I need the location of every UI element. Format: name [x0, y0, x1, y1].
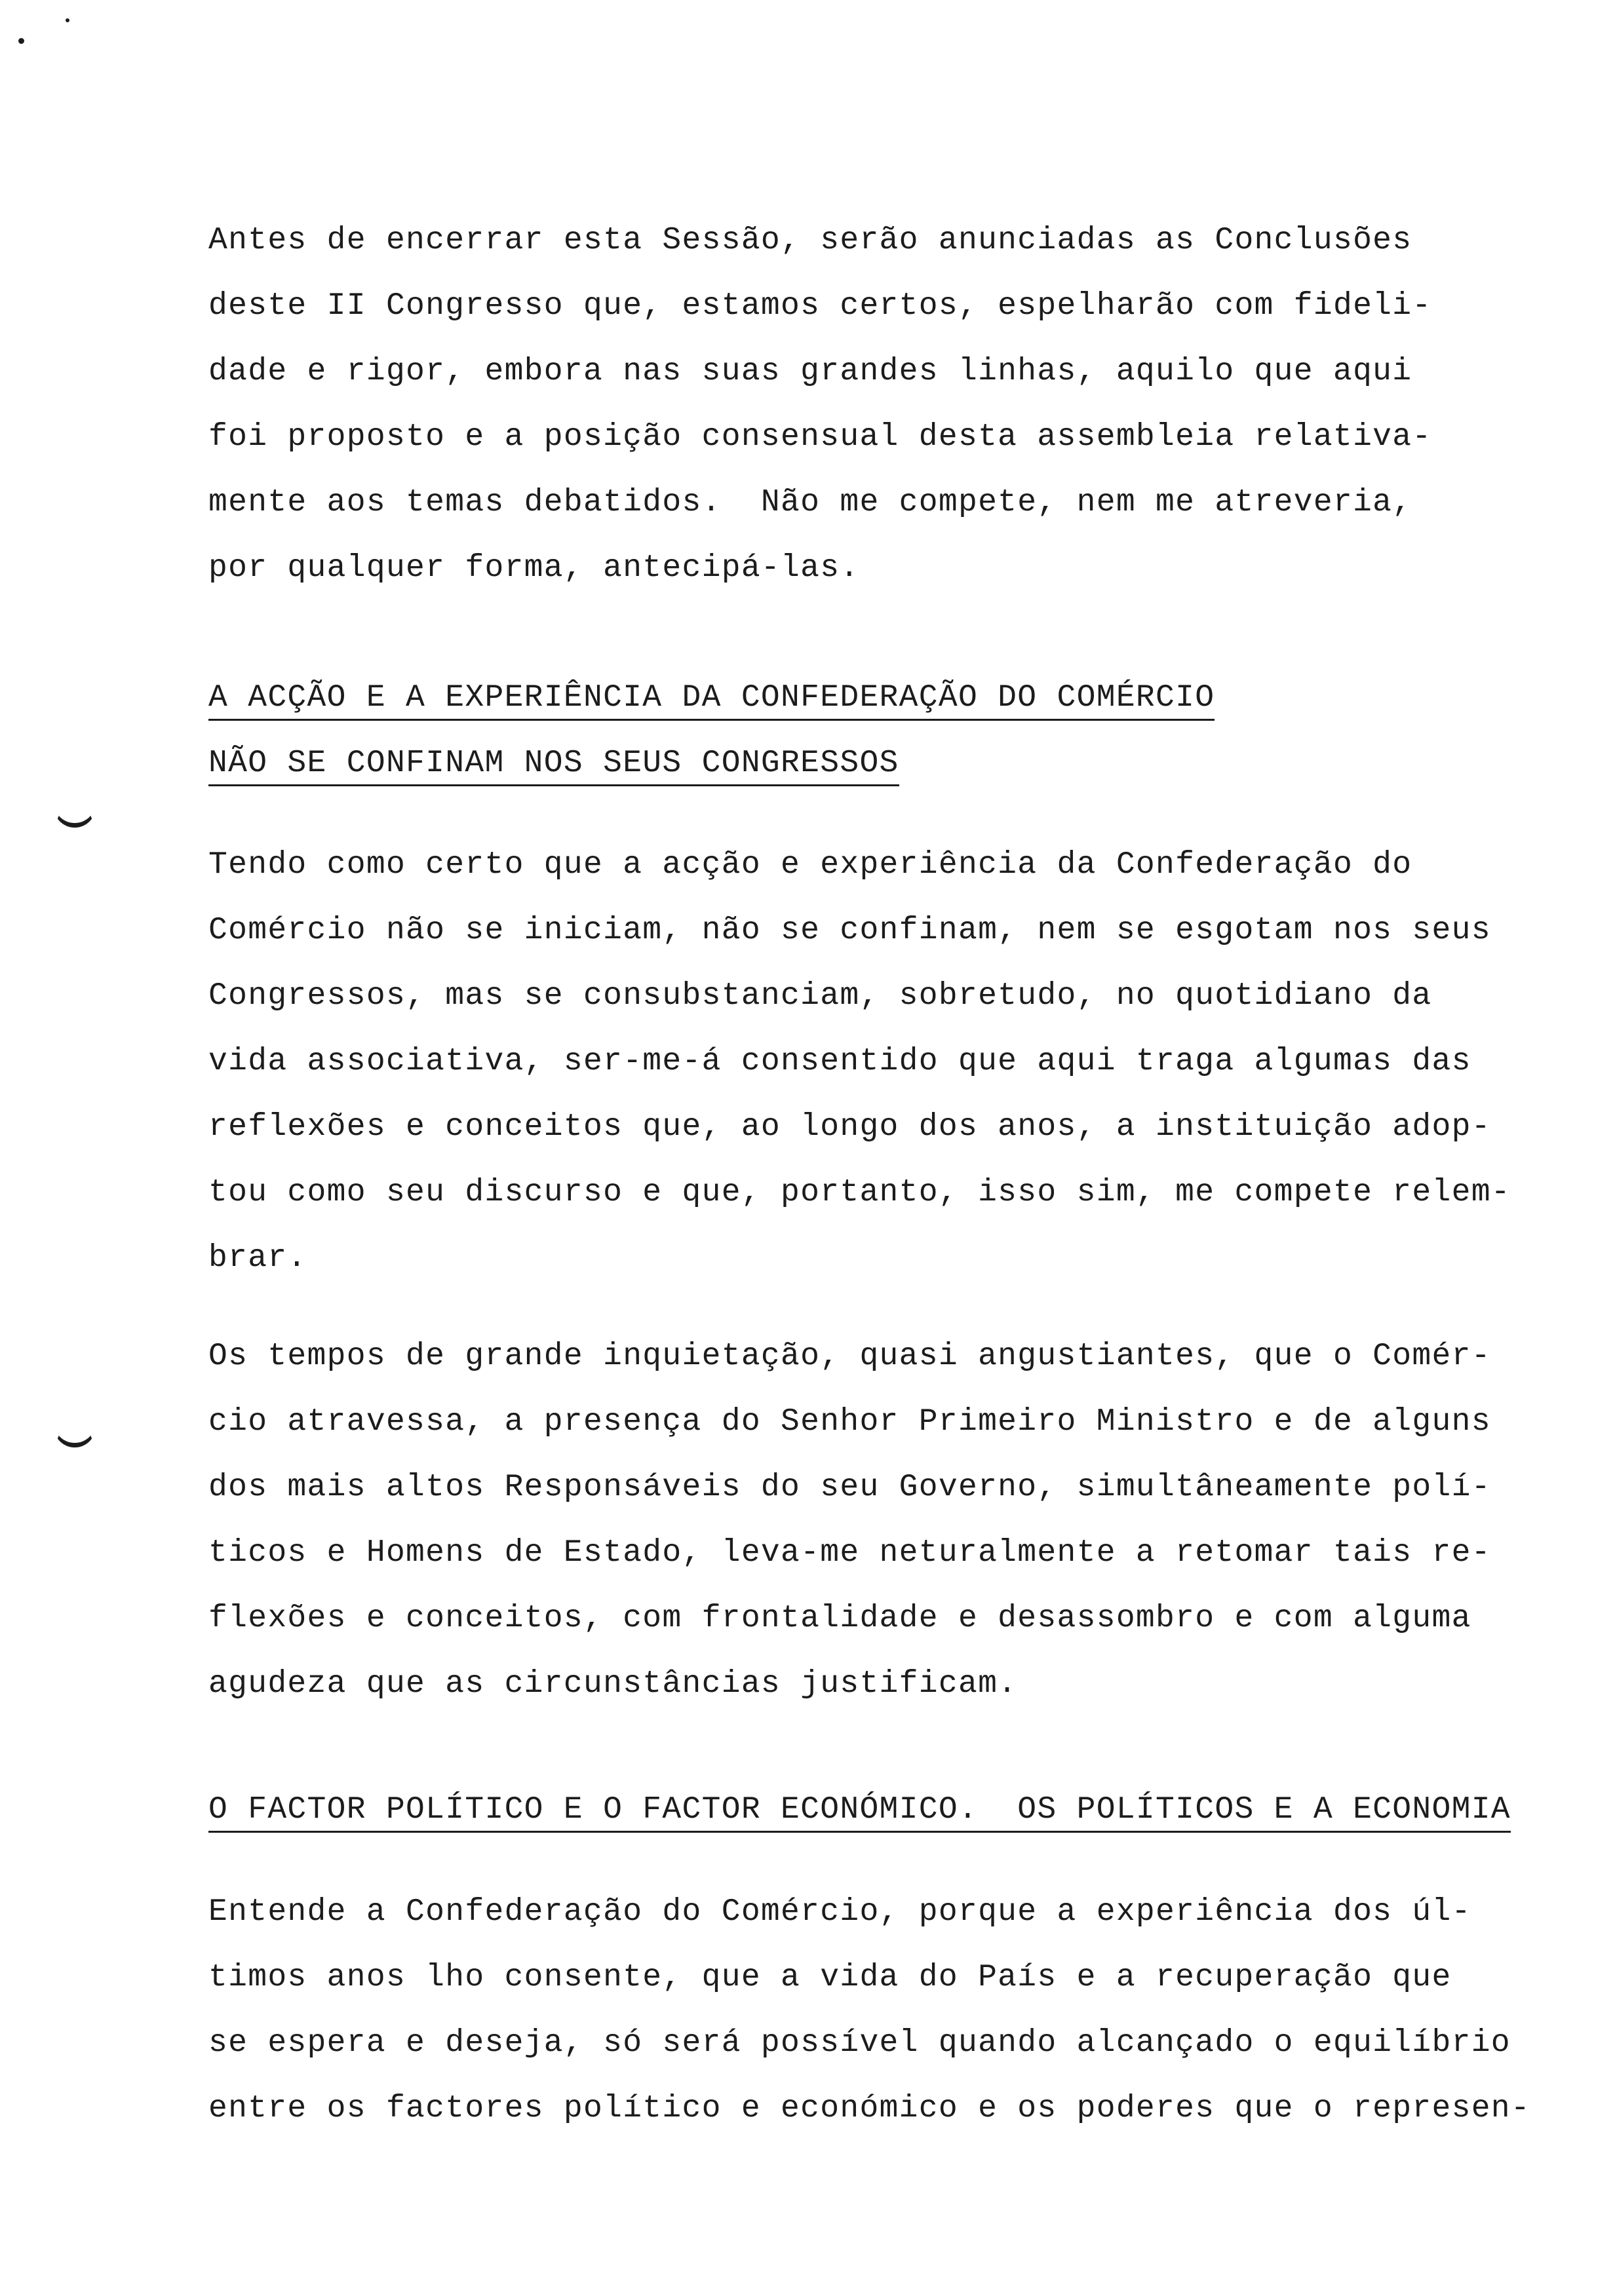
paragraph-2-line-5: reflexões e conceitos que, ao longo dos anos, a instituição adop- [208, 1109, 1491, 1145]
paragraph-1-line-3: dade e rigor, embora nas suas grandes linhas, aquilo que aqui [208, 354, 1412, 389]
margin-check-mark [54, 1421, 96, 1447]
paragraph-1-line-6: por qualquer forma, antecipá-las. [208, 550, 860, 586]
paragraph-1-line-4: foi proposto e a posição consensual desta assembleia relativa- [208, 419, 1432, 455]
paragraph-3-line-2: cio atravessa, a presença do Senhor Primeiro Ministro e de alguns [208, 1404, 1491, 1440]
paragraph-2-line-3: Congressos, mas se consubstanciam, sobretudo, no quotidiano da [208, 978, 1432, 1014]
paragraph-3-line-3: dos mais altos Responsáveis do seu Governo, simultâneamente polí- [208, 1470, 1491, 1505]
paragraph-3-line-1: Os tempos de grande inquietação, quasi angustiantes, que o Comér- [208, 1339, 1491, 1374]
paragraph-4-line-4: entre os factores político e económico e os poderes que o represen- [208, 2091, 1531, 2126]
scan-speck [66, 18, 69, 22]
paragraph-4-line-2: timos anos lho consente, que a vida do País e a recuperação que [208, 1960, 1452, 1995]
paragraph-2-line-6: tou como seu discurso e que, portanto, isso sim, me compete relem- [208, 1175, 1511, 1210]
paragraph-1-line-2: deste II Congresso que, estamos certos, espelharão com fideli- [208, 288, 1432, 324]
section-heading-1-line-2: NÃO SE CONFINAM NOS SEUS CONGRESSOS [208, 744, 899, 786]
paragraph-2-line-4: vida associativa, ser-me-á consentido que aqui traga algumas das [208, 1044, 1471, 1079]
paragraph-4-line-1: Entende a Confederação do Comércio, porque a experiência dos úl- [208, 1894, 1471, 1930]
margin-check-mark [54, 801, 96, 828]
section-heading-1-line-1: A ACÇÃO E A EXPERIÊNCIA DA CONFEDERAÇÃO DO COMÉRCIO [208, 678, 1215, 721]
paragraph-1-line-1: Antes de encerrar esta Sessão, serão anunciadas as Conclusões [208, 223, 1412, 258]
paragraph-1-line-5: mente aos temas debatidos. Não me compete, nem me atreveria, [208, 485, 1412, 520]
paragraph-2-line-2: Comércio não se iniciam, não se confinam, nem se esgotam nos seus [208, 913, 1491, 948]
paragraph-2-line-7: brar. [208, 1240, 307, 1276]
section-heading-2: O FACTOR POLÍTICO E O FACTOR ECONÓMICO. OS POLÍTICOS E A ECONOMIA [208, 1790, 1511, 1833]
paragraph-3-line-4: ticos e Homens de Estado, leva-me neturalmente a retomar tais re- [208, 1535, 1491, 1571]
paragraph-2-line-1: Tendo como certo que a acção e experiência da Confederação do [208, 847, 1412, 883]
scan-speck [18, 38, 24, 44]
paragraph-4-line-3: se espera e deseja, só será possível quando alcançado o equilíbrio [208, 2025, 1511, 2061]
paragraph-3-line-6: agudeza que as circunstâncias justificam. [208, 1666, 1018, 1702]
paragraph-3-line-5: flexões e conceitos, com frontalidade e desassombro e com alguma [208, 1601, 1471, 1636]
